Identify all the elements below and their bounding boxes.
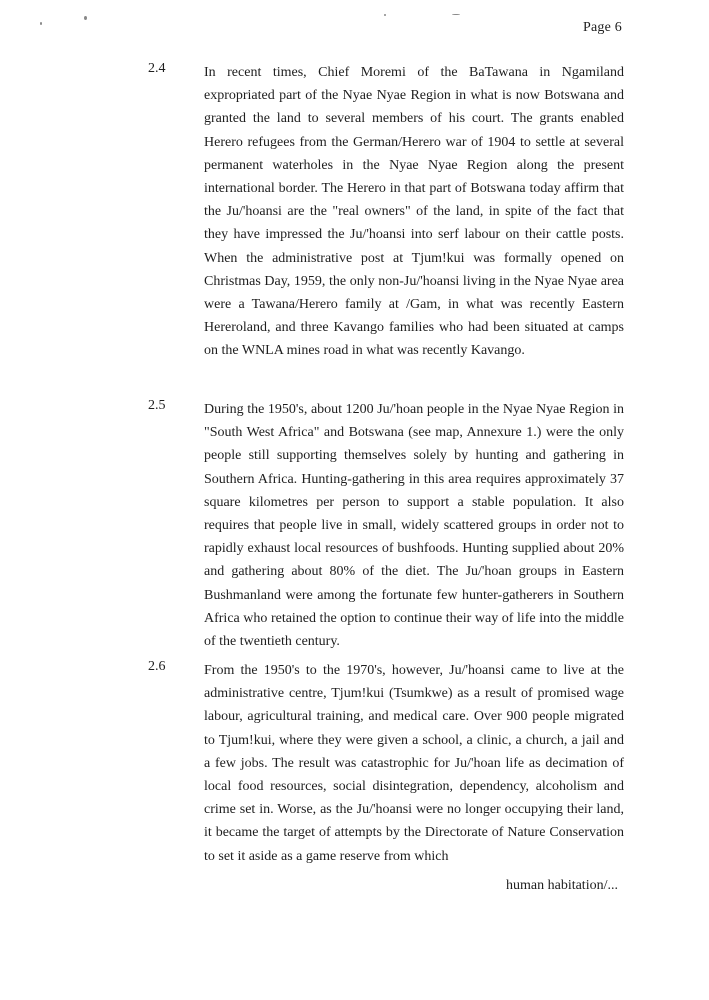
continuation-catchword: human habitation/... xyxy=(506,878,618,893)
scan-speck xyxy=(452,14,460,15)
page-number: Page 6 xyxy=(583,20,622,35)
paragraph-number: 2.6 xyxy=(148,659,166,674)
paragraph-text: In recent times, Chief Moremi of the BaTawana in Ngamiland expropriated part of the Nyae Nyae Region in what is now Botswana and granted the land to several members of his court. The grants enabled Herero refugees from the German/Herero war of 1904 to settle at several permanent waterholes in the Nyae Nyae Region along the present international border. The Herero in that part of Botswana today affirm that the Ju/'hoansi are the "real owners" of the land, in spite of the fact that they have impressed the Ju/'hoansi into serf labour on their cattle posts. When the administrative post at Tjum!kui was formally opened on Christmas Day, 1959, the only non-Ju/'hoansi living in the Nyae Nyae area were a Tawana/Herero family at /Gam, in what was recently Eastern Hereroland, and three Kavango families who had been situated at camps on the WNLA mines road in what was recently Kavango. xyxy=(204,65,624,359)
paragraph-text: During the 1950's, about 1200 Ju/'hoan people in the Nyae Nyae Region in "South West Africa" and Botswana (see map, Annexure 1.) were the only people still supporting themselves solely by hunting and gathering in Southern Africa. Hunting-gathering in this area requires approximately 37 square kilometres per person to support a stable population. It also requires that people live in small, widely scattered groups in order not to rapidly exhaust local resources of bushfoods. Hunting supplied about 20% and gathering about 80% of the diet. The Ju/'hoan groups in Eastern Bushmanland were among the fortunate few hunter-gatherers in Southern Africa who retained the option to continue their way of life into the middle of the twentieth century. xyxy=(204,402,624,650)
paragraph-number: 2.5 xyxy=(148,398,166,413)
scan-speck xyxy=(84,16,87,20)
paragraph-number: 2.4 xyxy=(148,61,166,76)
scan-speck xyxy=(40,22,42,25)
paragraph-text: From the 1950's to the 1970's, however, Ju/'hoansi came to live at the administrative centre, Tjum!kui (Tsumkwe) as a result of promised wage labour, agricultural training, and medical care. Over 900 people migrated to Tjum!kui, where they were given a school, a clinic, a church, a jail and a few jobs. The result was catastrophic for Ju/'hoan life as decimation of local food resources, social disintegration, dependency, alcoholism and crime set in. Worse, as the Ju/'hoansi were no longer occupying their land, it became the target of attempts by the Directorate of Nature Conservation to set it aside as a game reserve from which xyxy=(204,663,624,864)
scan-speck xyxy=(384,14,386,16)
